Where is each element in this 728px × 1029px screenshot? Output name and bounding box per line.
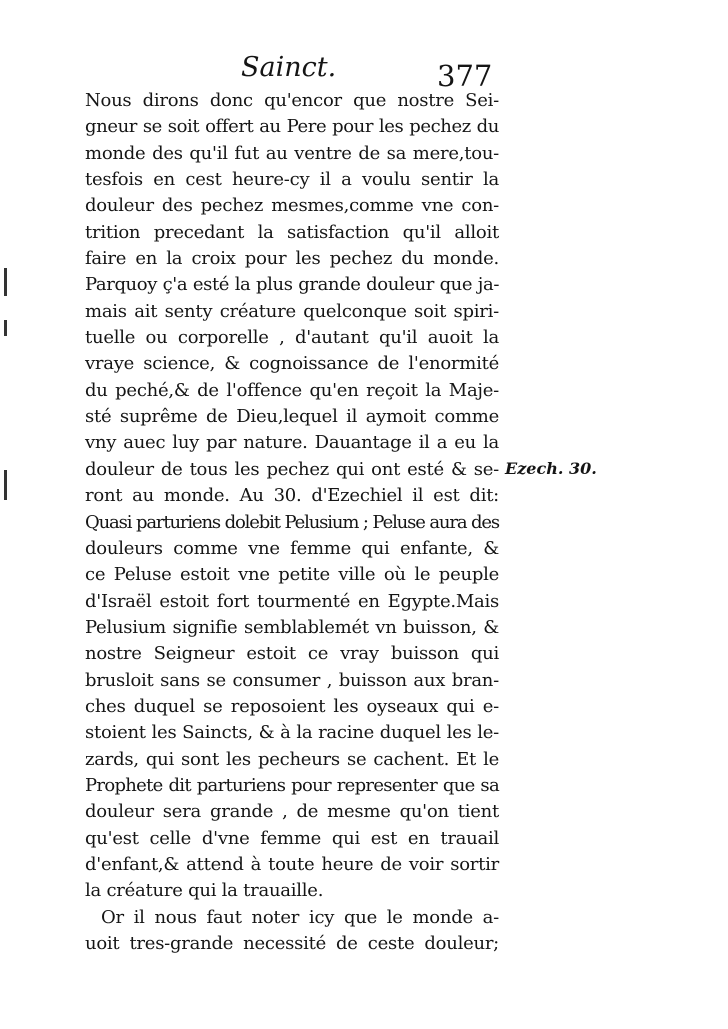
text-line: d'Israël estoit fort tourmenté en Egypte.Mais (85, 590, 499, 612)
text-line: stoient les Saincts, & à la racine duquel les le- (85, 722, 499, 744)
text-line: uoit tres-grande necessité de ceste douleur; (85, 933, 499, 954)
text-line: tesfois en cest heure-cy il a voulu sentir la (85, 169, 499, 191)
text-line: sté suprême de Dieu,lequel il aymoit comme (85, 406, 499, 428)
text-line: gneur se soit offert au Pere pour les pechez du (85, 116, 499, 138)
text-line: nostre Seigneur estoit ce vray buisson qui (85, 643, 499, 665)
text-line: douleur sera grande , de mesme qu'on tient (85, 801, 499, 823)
text-line: douleur de tous les pechez qui ont esté & se- (85, 458, 499, 480)
text-line: vny auec luy par nature. Dauantage il a eu la (85, 432, 499, 454)
text-line-paragraph-start: Or il nous faut noter icy que le monde a- (101, 906, 499, 928)
text-line: tuelle ou corporelle , d'autant qu'il auoit la (85, 327, 499, 349)
text-line: d'enfant,& attend à toute heure de voir sortir (85, 853, 499, 875)
page-number: 377 (437, 59, 493, 93)
text-line: ront au monde. Au 30. d'Ezechiel il est dit: (85, 485, 499, 507)
text-line: du peché,& de l'offence qu'en reçoit la Maje- (85, 379, 499, 401)
text-line: faire en la croix pour les pechez du monde. (85, 248, 499, 270)
text-line: trition precedant la satisfaction qu'il alloit (85, 221, 499, 243)
gutter-mark (4, 320, 7, 336)
text-line-paragraph-end: la créature qui la trauaille. (85, 880, 324, 902)
text-line: Nous dirons donc qu'encor que nostre Sei- (85, 90, 499, 111)
text-line: Parquoy ç'a esté la plus grande douleur que ja- (85, 274, 499, 296)
text-line: douleurs comme vne femme qui enfante, & (85, 537, 499, 559)
text-line: monde des qu'il fut au ventre de sa mere,tou- (85, 142, 499, 164)
gutter-mark (4, 470, 7, 500)
text-line: douleur des pechez mesmes,comme vne con- (85, 195, 499, 217)
text-line-with-latin-quote: Quasi parturiens dolebit Pelusium ; Peluse aura des (85, 511, 499, 533)
text-line: ches duquel se reposoient les oyseaux qui e- (85, 695, 499, 717)
running-head: Sainct. (241, 52, 337, 83)
text-line: Pelusium signifie semblablemét vn buisson, & (85, 616, 499, 638)
text-line: brusloit sans se consumer , buisson aux bran- (85, 669, 499, 691)
margin-note: Ezech. 30. (505, 459, 597, 478)
text-line: qu'est celle d'vne femme qui est en trauail (85, 827, 499, 849)
text-line: vraye science, & cognoissance de l'enormité (85, 353, 499, 375)
text-line: mais ait senty créature quelconque soit spiri- (85, 300, 499, 322)
text-line: zards, qui sont les pecheurs se cachent. Et le (85, 748, 499, 770)
text-line: ce Peluse estoit vne petite ville où le peuple (85, 564, 499, 586)
gutter-mark (4, 268, 7, 296)
text-line: Prophete dit parturiens pour representer que sa (85, 774, 499, 796)
body-text (85, 88, 499, 957)
